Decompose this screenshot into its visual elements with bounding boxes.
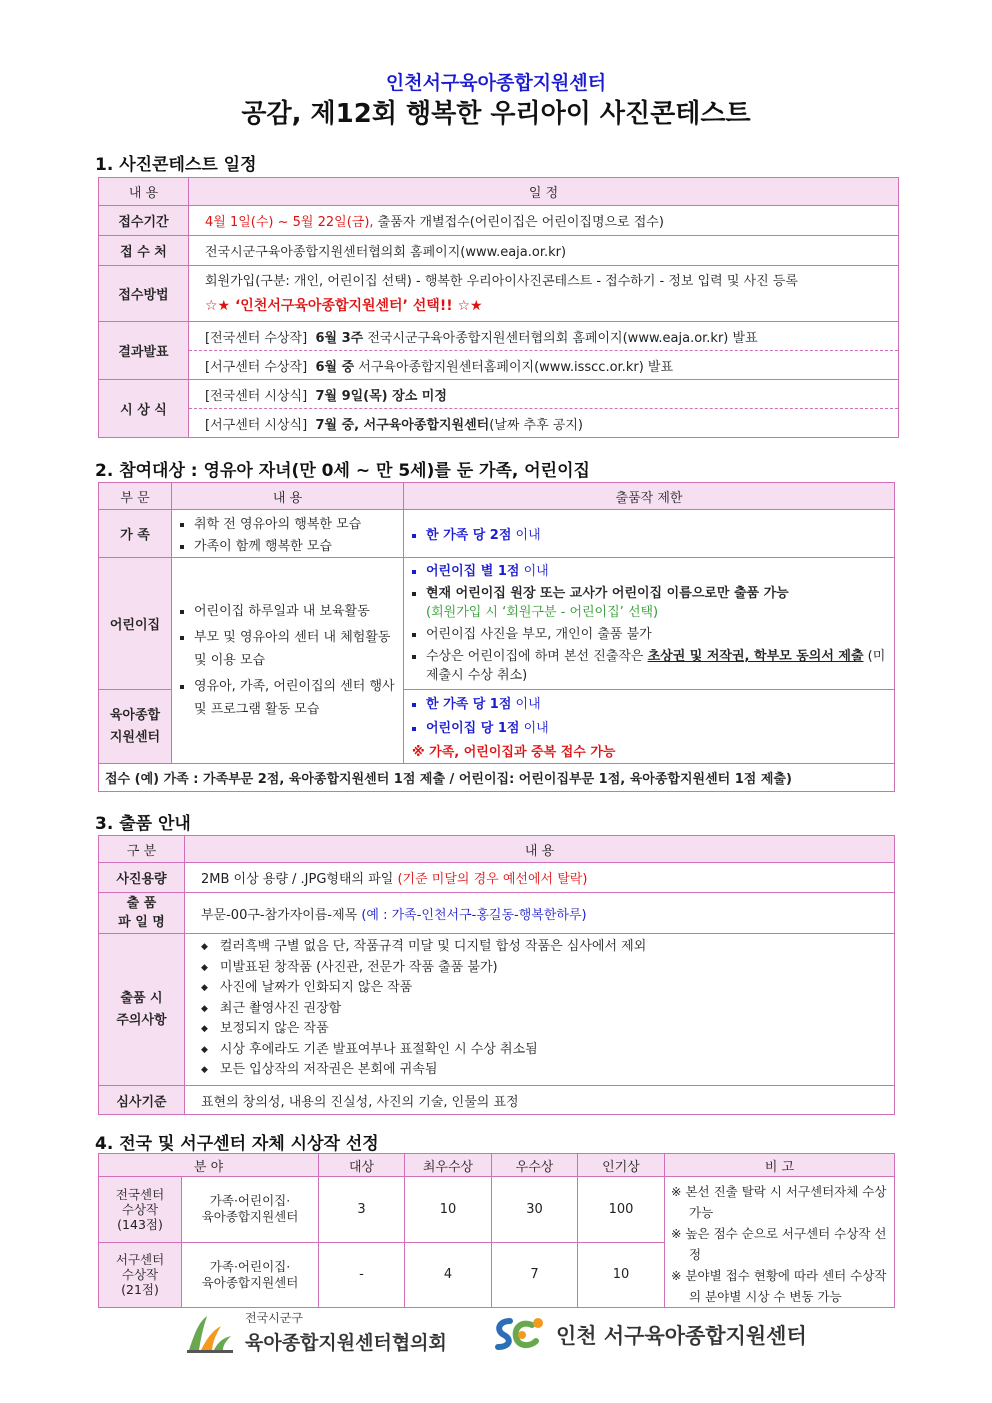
family-limit-rest: 이내 xyxy=(511,528,541,543)
seogu-best: 4 xyxy=(405,1242,492,1308)
header-field: 분 야 xyxy=(99,1154,319,1177)
center-limit xyxy=(404,690,895,764)
center-limit-3: ※ 가족, 어린이집과 중복 접수 가능 xyxy=(412,744,616,760)
result-seogu-tag: [서구센터 수상작] xyxy=(205,359,308,375)
result-seogu xyxy=(189,351,899,380)
size-value xyxy=(185,863,895,893)
place-label: 접 수 처 xyxy=(99,236,189,266)
header-grand: 대상 xyxy=(319,1154,405,1177)
ceremony-seogu-bold: 7월 중, 서구육아종합지원센터 xyxy=(315,417,490,433)
size-label: 사진용량 xyxy=(99,863,185,893)
daycare-limit-4-post: (미제출시 수상 취소) xyxy=(426,649,886,683)
result-national-rest: 전국시군구육아종합지원센터협의회 홈페이지(www.eaja.or.kr) 발표 xyxy=(363,330,758,346)
filename-label: 출 품 파 일 명 xyxy=(99,893,185,934)
filename-text: 부문-00구-참가자이름-제목 xyxy=(201,907,362,923)
daycare-limit-4-underlined: 초상권 및 저작권, 학부모 동의서 제출 xyxy=(647,649,864,664)
seogu-awards-label: 서구센터 수상작 (21점) xyxy=(99,1242,182,1308)
caution-item: ◆ 시상 후에라도 기존 발표여부나 표절확인 시 수상 취소됨 xyxy=(201,1042,888,1060)
daycare-limit-2-note: (회원가입 시 ‘회원구분 - 어린이집’ 선택) xyxy=(426,605,659,620)
method-label: 접수방법 xyxy=(99,266,189,322)
organization-name: 인천서구육아종합지원센터 xyxy=(385,72,607,94)
criteria-label: 심사기준 xyxy=(99,1086,185,1115)
daycare-limit-1-bold: 어린이집 별 1점 xyxy=(426,564,520,579)
caution-item: ◆ 보정되지 않은 작품 xyxy=(201,1021,888,1039)
header-schedule: 일 정 xyxy=(189,178,899,206)
center-limit-1-bold: 한 가족 당 1점 xyxy=(426,696,512,712)
header-content: 내 용 xyxy=(172,483,404,510)
ceremony-national xyxy=(189,380,899,409)
caution-item: ◆ 컬러흑백 구별 없음 단, 작품규격 미달 및 디지털 합성 작품은 심사에서 제외 xyxy=(201,939,888,957)
result-label: 결과발표 xyxy=(99,322,189,380)
seogu-excellent: 7 xyxy=(492,1242,578,1308)
result-national xyxy=(189,322,899,351)
header-remarks: 비 고 xyxy=(665,1154,895,1177)
caution-item: ◆ 최근 촬영사진 권장함 xyxy=(201,1001,888,1019)
council-logo-text xyxy=(245,1309,447,1355)
header-category: 구 분 xyxy=(99,836,185,863)
footer-logos xyxy=(0,1305,992,1365)
daycare-limit-4-pre: 수상은 어린이집에 하며 본선 진출작은 xyxy=(426,649,648,664)
header-part: 부 문 xyxy=(99,483,172,510)
council-logo-icon xyxy=(185,1312,235,1354)
ceremony-national-tag: [전국센터 시상식] xyxy=(205,388,308,404)
submission-table xyxy=(98,835,895,1115)
center-label: 육아종합 지원센터 xyxy=(99,690,172,764)
header-content: 내 용 xyxy=(99,178,189,206)
seogu-center-logo-text: 인천 서구육아종합지원센터 xyxy=(556,1324,807,1348)
daycare-limit-3: ▪ 어린이집 사진을 부모, 개인이 출품 불가 xyxy=(426,625,888,644)
header-content: 내 용 xyxy=(185,836,895,863)
ceremony-label: 시 상 식 xyxy=(99,380,189,438)
period-value xyxy=(189,206,899,236)
section-1-heading: 1. 사진콘테스트 일정 xyxy=(95,155,257,175)
national-awards-field: 가족·어린이집· 육아종합지원센터 xyxy=(182,1177,319,1243)
council-logo-small: 전국시군구 xyxy=(245,1311,303,1325)
family-item: ▪ 가족이 함께 행복한 모습 xyxy=(194,535,397,554)
seogu-awards-field: 가족·어린이집· 육아종합지원센터 xyxy=(182,1242,319,1308)
header-excellent: 우수상 xyxy=(492,1154,578,1177)
section-3-heading: 3. 출품 안내 xyxy=(95,814,191,834)
awards-table xyxy=(98,1153,895,1308)
national-awards-label: 전국센터 수상작 (143점) xyxy=(99,1177,182,1243)
filename-value xyxy=(185,893,895,934)
page-title: 공감, 제12회 행복한 우리아이 사진콘테스트 xyxy=(241,99,751,129)
header-best: 최우수상 xyxy=(405,1154,492,1177)
ceremony-seogu-rest: (날짜 추후 공지) xyxy=(489,417,583,433)
daycare-limit-4 xyxy=(426,647,888,685)
family-item: ▪ 취학 전 영유아의 행복한 모습 xyxy=(194,513,397,532)
remark-item: ※ 분야별 접수 현황에 따라 센터 수상작의 분야별 시상 수 변동 가능 xyxy=(671,1268,887,1304)
result-national-tag: [전국센터 수상작] xyxy=(205,330,308,346)
header-limit: 출품작 제한 xyxy=(404,483,895,510)
family-label: 가 족 xyxy=(99,510,172,558)
period-date: 4월 1일(수) ~ 5월 22일(금), xyxy=(205,215,374,230)
period-label: 접수기간 xyxy=(99,206,189,236)
remark-item: ※ 본선 진출 탈락 시 서구센터자체 수상 가능 xyxy=(671,1184,887,1220)
national-excellent: 30 xyxy=(492,1177,578,1243)
family-limit xyxy=(404,510,895,558)
size-text: 2MB 이상 용량 / .JPG형태의 파일 xyxy=(201,872,398,887)
ceremony-national-rest: 7월 9일(목) 장소 미정 xyxy=(315,388,447,404)
center-limit-2-rest: 이내 xyxy=(519,720,549,736)
national-popular: 100 xyxy=(578,1177,665,1243)
result-seogu-rest: 서구육아종합지원센터홈페이지(www.issсc.or.kr) 발표 xyxy=(354,359,674,375)
council-logo-big: 육아종합지원센터협의회 xyxy=(245,1332,447,1354)
seogu-popular: 10 xyxy=(578,1242,665,1308)
daycare-item: ▪ 어린이집 하루일과 내 보육활동 xyxy=(194,600,397,623)
caution-item: ◆ 사진에 날짜가 인화되지 않은 작품 xyxy=(201,980,888,998)
result-seogu-when: 6월 중 xyxy=(315,359,355,375)
period-rest: 출품자 개별접수(어린이집은 어린이집명으로 접수) xyxy=(373,215,664,230)
method-line-1: 회원가입(구분: 개인, 어린이집 선택) - 행복한 우리아이사진콘테스트 - 접수하기 - 정보 입력 및 사진 등록 xyxy=(205,273,798,289)
center-limit-1-rest: 이내 xyxy=(511,696,541,712)
filename-example: (예 : 가족-인천서구-홍길동-행복한하루) xyxy=(361,907,587,923)
seogu-center-logo-icon xyxy=(492,1313,548,1353)
method-line-2: ☆★ ‘인천서구육아종합지원센터’ 선택!! ☆★ xyxy=(205,297,483,314)
ceremony-seogu-tag: [서구센터 시상식] xyxy=(205,417,308,433)
participants-table xyxy=(98,482,895,792)
family-limit-bold: 한 가족 당 2점 xyxy=(426,528,512,543)
daycare-label: 어린이집 xyxy=(99,558,172,690)
section-2-heading: 2. 참여대상 : 영유아 자녀(만 0세 ~ 만 5세)를 둔 가족, 어린이집 xyxy=(95,461,590,481)
place-value: 전국시군구육아종합지원센터협의회 홈페이지(www.eaja.or.kr) xyxy=(189,236,899,266)
method-value xyxy=(189,266,899,322)
section-4-heading: 4. 전국 및 서구센터 자체 시상작 선정 xyxy=(95,1134,379,1154)
daycare-limit-2 xyxy=(426,584,888,622)
daycare-limit xyxy=(404,558,895,690)
daycare-limit-1-rest: 이내 xyxy=(519,564,549,579)
caution-list xyxy=(185,934,895,1086)
schedule-table xyxy=(98,177,899,438)
caution-label: 출품 시 주의사항 xyxy=(99,934,185,1086)
ceremony-seogu xyxy=(189,409,899,438)
national-best: 10 xyxy=(405,1177,492,1243)
size-warning: (기준 미달의 경우 예선에서 탈락) xyxy=(397,872,588,887)
national-grand: 3 xyxy=(319,1177,405,1243)
seogu-grand: - xyxy=(319,1242,405,1308)
remarks xyxy=(665,1177,895,1308)
family-content xyxy=(172,510,404,558)
daycare-item: ▪ 부모 및 영유아의 센터 내 체험활동 및 이용 모습 xyxy=(194,626,397,672)
header-popular: 인기상 xyxy=(578,1154,665,1177)
criteria-value: 표현의 창의성, 내용의 진실성, 사진의 기술, 인물의 표정 xyxy=(185,1086,895,1115)
center-limit-2-bold: 어린이집 당 1점 xyxy=(426,720,520,736)
caution-item: ◆ 모든 입상작의 저작권은 본회에 귀속됨 xyxy=(201,1062,888,1080)
remark-item: ※ 높은 점수 순으로 서구센터 수상작 선정 xyxy=(671,1226,887,1262)
daycare-limit-2-text: 현재 어린이집 원장 또는 교사가 어린이집 이름으로만 출품 가능 xyxy=(426,586,789,601)
entry-example: 접수 (예) 가족 : 가족부문 2점, 육아종합지원센터 1점 제출 / 어린이집: 어린이집부문 1점, 육아종합지원센터 1점 제출) xyxy=(99,764,895,792)
daycare-content xyxy=(172,558,404,764)
caution-item: ◆ 미발표된 창작품 (사진관, 전문가 작품 출품 불가) xyxy=(201,960,888,978)
result-national-when: 6월 3주 xyxy=(315,330,364,346)
daycare-item: ▪ 영유아, 가족, 어린이집의 센터 행사 및 프로그램 활동 모습 xyxy=(194,675,397,721)
